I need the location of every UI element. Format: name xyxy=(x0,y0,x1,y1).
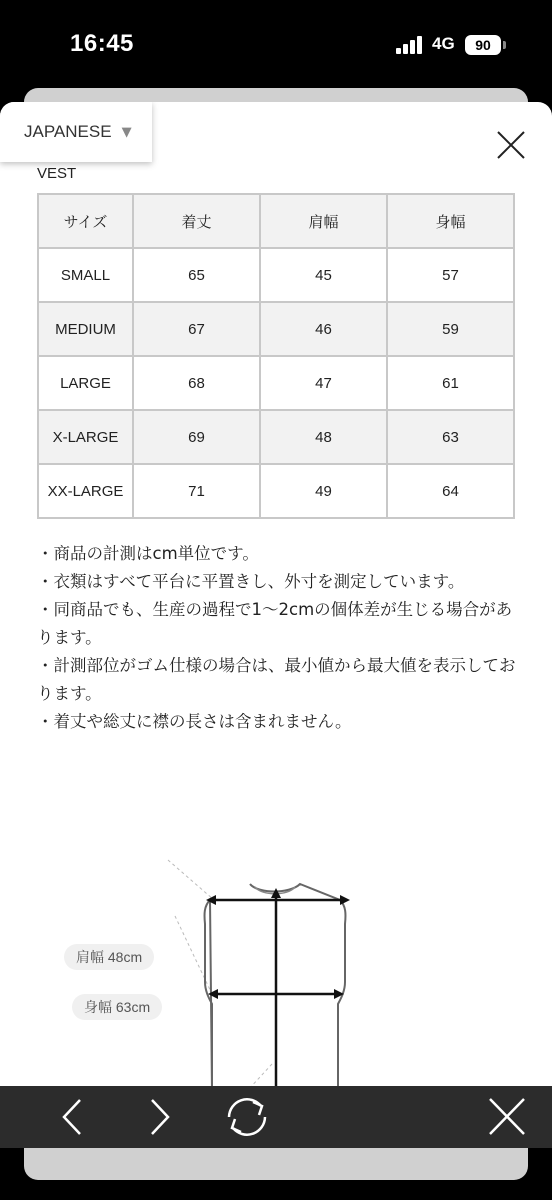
table-cell: XX-LARGE xyxy=(38,464,133,518)
browser-toolbar xyxy=(0,1086,552,1148)
reload-icon[interactable] xyxy=(217,1086,277,1148)
table-row xyxy=(38,356,514,410)
table-cell: LARGE xyxy=(38,356,133,410)
measurement-diagram xyxy=(0,832,552,1086)
table-header-cell: 身幅 xyxy=(387,194,514,248)
caret-down-icon: ▼ xyxy=(121,124,132,140)
size-guide-sheet xyxy=(0,102,552,1086)
chevron-left-icon[interactable] xyxy=(42,1086,102,1148)
shoulder-label: 肩幅 48cm xyxy=(64,944,154,970)
table-cell: 67 xyxy=(133,302,260,356)
language-select[interactable] xyxy=(0,102,152,162)
background-card-bottom xyxy=(24,1148,528,1180)
battery-tip xyxy=(503,41,506,49)
table-cell: SMALL xyxy=(38,248,133,302)
note-item: ・同商品でも、生産の過程で1〜2cmの個体差が生じる場合があります。 xyxy=(37,600,513,647)
signal-icon xyxy=(396,36,426,54)
status-time: 16:45 xyxy=(70,30,134,57)
chest-label: 身幅 63cm xyxy=(72,994,162,1020)
close-icon[interactable] xyxy=(478,1086,538,1148)
battery-icon: 90 xyxy=(465,35,501,55)
table-cell: 64 xyxy=(387,464,514,518)
table-cell: 45 xyxy=(260,248,387,302)
table-header-cell: 肩幅 xyxy=(260,194,387,248)
language-select-label: JAPANESE xyxy=(24,122,112,141)
chevron-right-icon[interactable] xyxy=(130,1086,190,1148)
status-bar xyxy=(0,0,552,88)
close-icon[interactable] xyxy=(496,130,526,160)
table-row xyxy=(38,410,514,464)
table-cell: 68 xyxy=(133,356,260,410)
table-cell: 47 xyxy=(260,356,387,410)
table-header-cell: 着丈 xyxy=(133,194,260,248)
table-row xyxy=(38,248,514,302)
table-cell: 63 xyxy=(387,410,514,464)
table-cell: 46 xyxy=(260,302,387,356)
section-title: VEST xyxy=(37,165,77,182)
table-cell: 57 xyxy=(387,248,514,302)
table-header-row xyxy=(38,194,514,248)
measurement-notes xyxy=(37,540,522,736)
table-cell: X-LARGE xyxy=(38,410,133,464)
table-cell: 71 xyxy=(133,464,260,518)
table-cell: 59 xyxy=(387,302,514,356)
table-header-cell: サイズ xyxy=(38,194,133,248)
size-table xyxy=(37,193,515,519)
table-cell: MEDIUM xyxy=(38,302,133,356)
table-cell: 48 xyxy=(260,410,387,464)
note-item: ・衣類はすべて平台に平置きし、外寸を測定しています。 xyxy=(37,572,465,591)
table-cell: 65 xyxy=(133,248,260,302)
table-cell: 61 xyxy=(387,356,514,410)
table-row xyxy=(38,464,514,518)
note-item: ・着丈や総丈に襟の長さは含まれません。 xyxy=(37,712,352,731)
note-item: ・計測部位がゴム仕様の場合は、最小値から最大値を表示しております。 xyxy=(37,656,516,703)
table-cell: 69 xyxy=(133,410,260,464)
network-type: 4G xyxy=(432,34,455,53)
note-item: ・商品の計測はcm単位です。 xyxy=(37,544,259,563)
table-cell: 49 xyxy=(260,464,387,518)
table-row xyxy=(38,302,514,356)
